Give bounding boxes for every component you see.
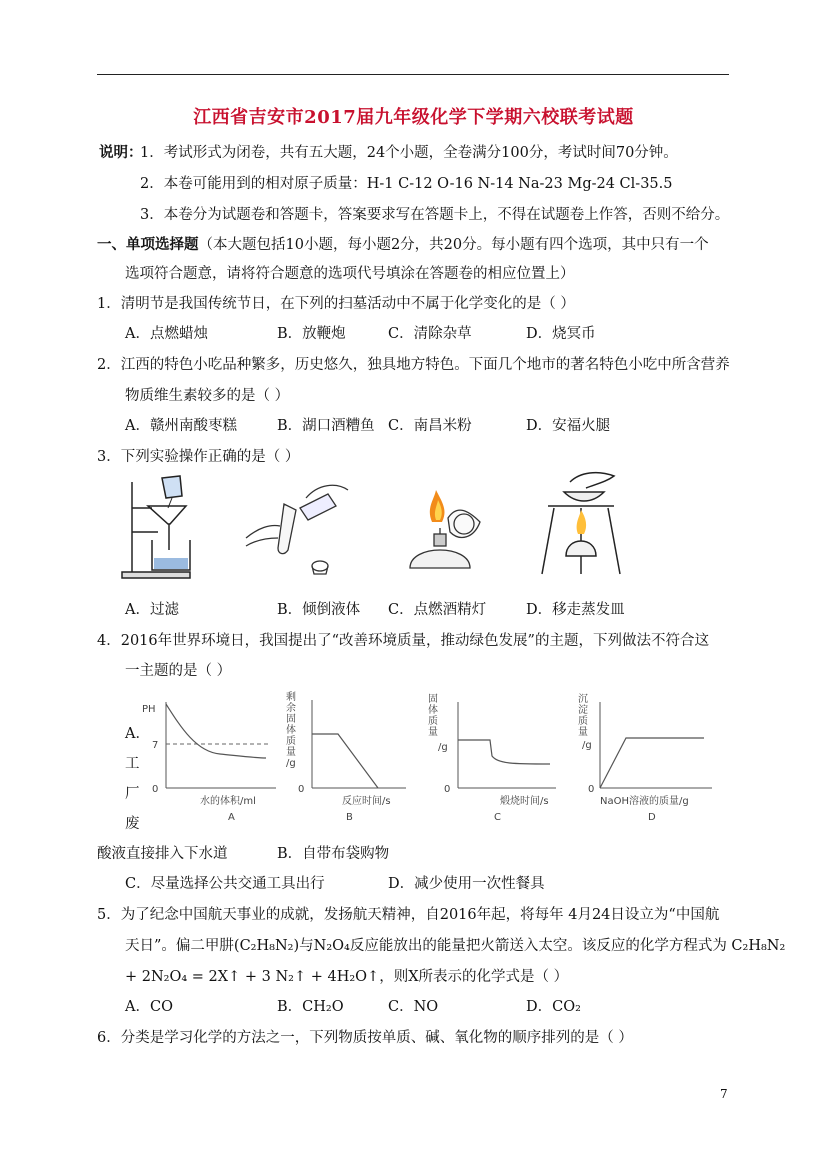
q5-stem-2: 天日”。偏二甲肼(C₂H₈N₂)与N₂O₄反应能放出的能量把火箭送入太空。该反应的化学方程式为 C₂H₈N₂ [125,938,786,954]
chart-b-letter: B [346,812,353,822]
q4-option-d: D．减少使用一次性餐具 [388,876,545,892]
chart-a-letter: A [228,812,235,822]
chart-c-ylabel-3: 质 [428,716,438,727]
q2-option-d: D．安福火腿 [526,418,611,434]
chart-c-zero: 0 [444,784,451,795]
chart-c-letter: C [494,812,501,822]
q4-stem-2: 一主题的是（ ） [125,663,232,679]
chart-a-ph [140,694,280,822]
note-2: 2．本卷可能用到的相对原子质量：H-1 C-12 O-16 N-14 Na-23 Mg-24 Cl-35.5 [140,176,673,192]
notes-label: 说明： [99,144,143,161]
q4-optA-rest: 酸液直接排入下水道 [97,846,228,862]
chart-c-solid-mass [424,692,562,822]
q1-option-a: A．点燃蜡烛 [125,326,208,342]
q3-option-a: A．过滤 [125,602,179,618]
q3-option-b: B．倾倒液体 [277,602,361,618]
header-rule [97,74,729,75]
chart-b-ylabel-7: /g [286,758,296,769]
q4-option-b: B．自带布袋购物 [277,846,390,862]
evaporating-dish-illustration [536,470,626,580]
q4-option-c: C．尽量选择公共交通工具出行 [125,876,325,892]
q1-stem: 1．清明节是我国传统节日，在下列的扫墓活动中不属于化学变化的是（ ） [97,296,575,312]
q5-option-a: A．CO [125,999,173,1015]
chart-d-ylabel-2: 淀 [578,705,588,716]
q3-option-d: D．移走蒸发皿 [526,602,625,618]
q3-stem: 3．下列实验操作正确的是（ ） [97,449,300,465]
chart-b-zero: 0 [298,784,305,795]
q3-option-c: C．点燃酒精灯 [388,602,487,618]
q4-stem-1: 4．2016年世界环境日，我国提出了“改善环境质量，推动绿色发展”的主题，下列做法不符合这 [97,633,709,649]
chart-d-xlabel: NaOH溶液的质量/g [600,796,689,807]
chart-a-xlabel: 水的体积/ml [200,796,256,807]
note-3: 3．本卷分为试题卷和答题卡，答案要求写在答题卡上，不得在试题卷上作答，否则不给分。 [140,207,730,223]
q1-option-d: D．烧冥币 [526,326,596,342]
chart-b-ylabel-4: 体 [286,725,296,736]
page-number: 7 [720,1087,728,1101]
chart-d-ylabel-1: 沉 [578,694,588,705]
section1-line1 [97,233,709,254]
chart-c-ylabel-5: /g [438,742,448,753]
q4-optA-char-4: 废 [125,816,140,832]
q5-option-d: D．CO₂ [526,999,581,1015]
chart-a-ylabel: PH [142,704,156,715]
q5-text-a: 天日”。偏二甲肼(C [125,938,251,954]
q2-option-a: A．赣州南酸枣糕 [125,418,237,434]
chart-d-zero: 0 [588,784,595,795]
chart-a-curve [166,704,266,758]
chart-c-xlabel: 煅烧时间/s [500,796,549,807]
chart-c-ylabel-2: 体 [428,705,438,716]
chart-b-solid-mass [282,688,412,822]
q2-option-b: B．湖口酒糟鱼 [277,418,375,434]
chart-b-ylabel-6: 量 [286,747,296,758]
chart-b-ylabel-5: 质 [286,736,296,747]
chart-d-ylabel-3: 质 [578,716,588,727]
section1-heading: 一、单项选择题 [97,236,199,253]
chart-c-curve [458,740,550,764]
q4-optA-char-2: 工 [125,756,140,772]
chart-d-curve [600,738,704,788]
chart-b-xlabel: 反应时间/s [342,796,391,807]
q5-stem-3: + 2N₂O₄ = 2X↑ + 3 N₂↑ + 4H₂O↑，则X所表示的化学式是（ ） [125,969,569,985]
chart-b-ylabel-3: 固 [286,714,296,725]
q5-option-c: C．NO [388,999,439,1015]
alcohol-lamp-illustration [390,478,490,582]
q2-stem-2: 物质维生素较多的是（ ） [125,388,290,404]
section1-desc2: 选项符合题意，请将符合题意的选项代号填涂在答题卷的相应位置上） [125,266,575,282]
chart-d-precipitate [574,692,720,822]
q1-option-b: B．放鞭炮 [277,326,346,342]
q4-optA-char-1: A． [125,726,150,742]
q6-stem: 6．分类是学习化学的方法之一，下列物质按单质、碱、氧化物的顺序排列的是（ ） [97,1030,633,1046]
q5-text-b: )与N [293,938,327,954]
chart-d-ylabel-5: /g [582,740,592,751]
chart-d-letter: D [648,812,656,822]
q2-option-c: C．南昌米粉 [388,418,472,434]
q5-option-b: B．CH₂O [277,999,344,1015]
chart-c-ylabel-1: 固 [428,694,438,705]
note-1: 1．考试形式为闭卷，共有五大题，24个小题，全卷满分100分，考试时间70分钟。 [140,145,678,161]
chart-b-ylabel-2: 余 [286,703,296,714]
section1-desc1: （本大题包括10小题，每小题2分，共20分。每小题有四个选项，其中只有一个 [198,237,709,253]
chart-c-ylabel-4: 量 [428,727,438,738]
q2-stem-1: 2．江西的特色小吃品种繁多，历史悠久，独具地方特色。下面几个地市的著名特色小吃中所含营养 [97,357,730,373]
filtration-illustration [118,474,198,580]
chart-b-curve [312,734,378,788]
chart-a-zero: 0 [152,784,159,795]
q5-stem-1: 5．为了纪念中国航天事业的成就，发扬航天精神，自2016年起，将每年 4月24日设立为“中国航 [97,907,720,923]
q1-option-c: C．清除杂草 [388,326,472,342]
q5-text-c: 反应能放出的能量把火箭送入太空。该反应的化学方程式为 C [349,938,743,954]
chart-a-ref-label: 7 [152,740,159,751]
pour-liquid-illustration [244,476,354,580]
chart-b-ylabel-1: 剩 [286,692,296,703]
page-title: 江西省吉安市2017届九年级化学下学期六校联考试题 [193,107,634,128]
chart-d-ylabel-4: 量 [578,727,588,738]
q4-optA-char-3: 厂 [125,786,140,802]
